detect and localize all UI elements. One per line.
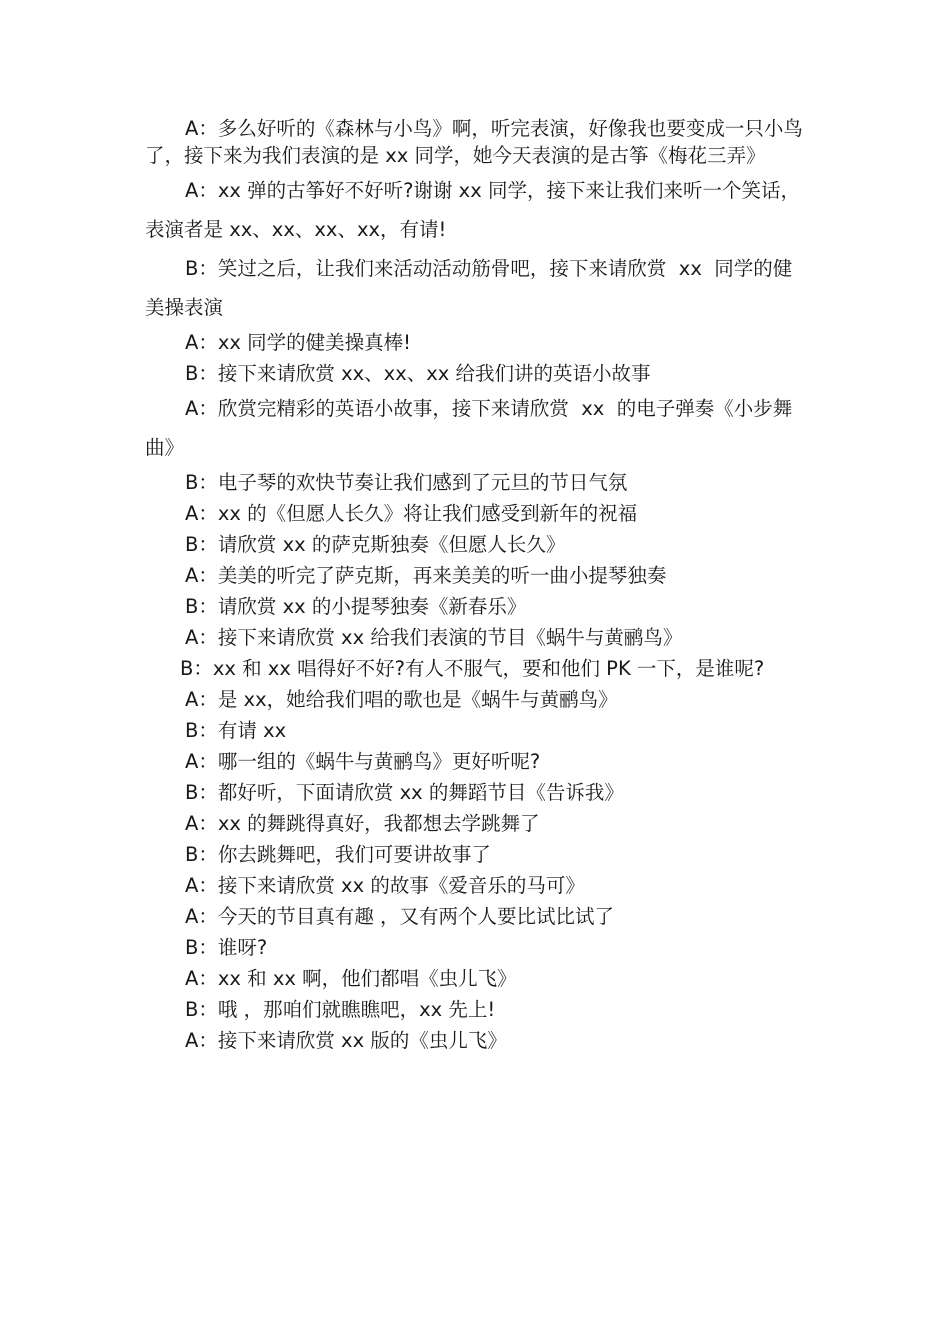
paragraph: A：接下来请欣赏 xx 的故事《爱音乐的马可》	[185, 874, 585, 897]
paragraph: A：接下来请欣赏 xx 给我们表演的节目《蜗牛与黄鹂鸟》	[185, 626, 683, 649]
paragraph: B：哦 ，那咱们就瞧瞧吧，xx 先上!	[185, 998, 496, 1021]
paragraph: A：xx 和 xx 啊，他们都唱《虫儿飞》	[185, 967, 517, 990]
paragraph: B：请欣赏 xx 的萨克斯独奏《但愿人长久》	[185, 533, 566, 556]
paragraph: A：xx 同学的健美操真棒!	[185, 331, 411, 354]
paragraph: A：美美的听完了萨克斯，再来美美的听一曲小提琴独奏	[185, 564, 667, 587]
paragraph: A：是 xx，她给我们唱的歌也是《蜗牛与黄鹂鸟》	[185, 688, 618, 711]
paragraph: B：笑过之后，让我们来活动活动筋骨吧，接下来请欣赏 xx 同学的健美操表演	[145, 257, 793, 319]
paragraph: A：xx 弹的古筝好不好听?谢谢 xx 同学，接下来让我们来听一个笑话，表演者是 xx、xx、xx、xx，有请!	[145, 179, 800, 241]
paragraph: A：多么好听的《森林与小鸟》啊，听完表演，好像我也要变成一只小鸟了，接下来为我们表演的是 xx 同学，她今天表演的是古筝《梅花三弄》	[145, 117, 803, 167]
paragraph: A：哪一组的《蜗牛与黄鹂鸟》更好听呢?	[185, 750, 541, 773]
paragraph: A：xx 的舞跳得真好，我都想去学跳舞了	[185, 812, 540, 835]
paragraph: B：都好听，下面请欣赏 xx 的舞蹈节目《告诉我》	[185, 781, 624, 804]
paragraph: A：接下来请欣赏 xx 版的《虫儿飞》	[185, 1029, 507, 1052]
document-body	[145, 115, 810, 1056]
paragraph: B：你去跳舞吧，我们可要讲故事了	[185, 843, 491, 866]
paragraph: B：请欣赏 xx 的小提琴独奏《新春乐》	[185, 595, 527, 618]
paragraph: B：xx 和 xx 唱得好不好?有人不服气，要和他们 PK 一下，是谁呢?	[180, 657, 765, 680]
paragraph: A：欣赏完精彩的英语小故事，接下来请欣赏 xx 的电子弹奏《小步舞曲》	[145, 397, 793, 459]
paragraph: A：今天的节目真有趣 ，又有两个人要比试比试了	[185, 905, 615, 928]
paragraph: A：xx 的《但愿人长久》将让我们感受到新年的祝福	[185, 502, 638, 525]
paragraph: B：接下来请欣赏 xx、xx、xx 给我们讲的英语小故事	[185, 362, 651, 385]
paragraph: B：有请 xx	[185, 719, 287, 742]
paragraph: B：谁呀?	[185, 936, 268, 959]
paragraph: B：电子琴的欢快节奏让我们感到了元旦的节日气氛	[185, 471, 628, 494]
